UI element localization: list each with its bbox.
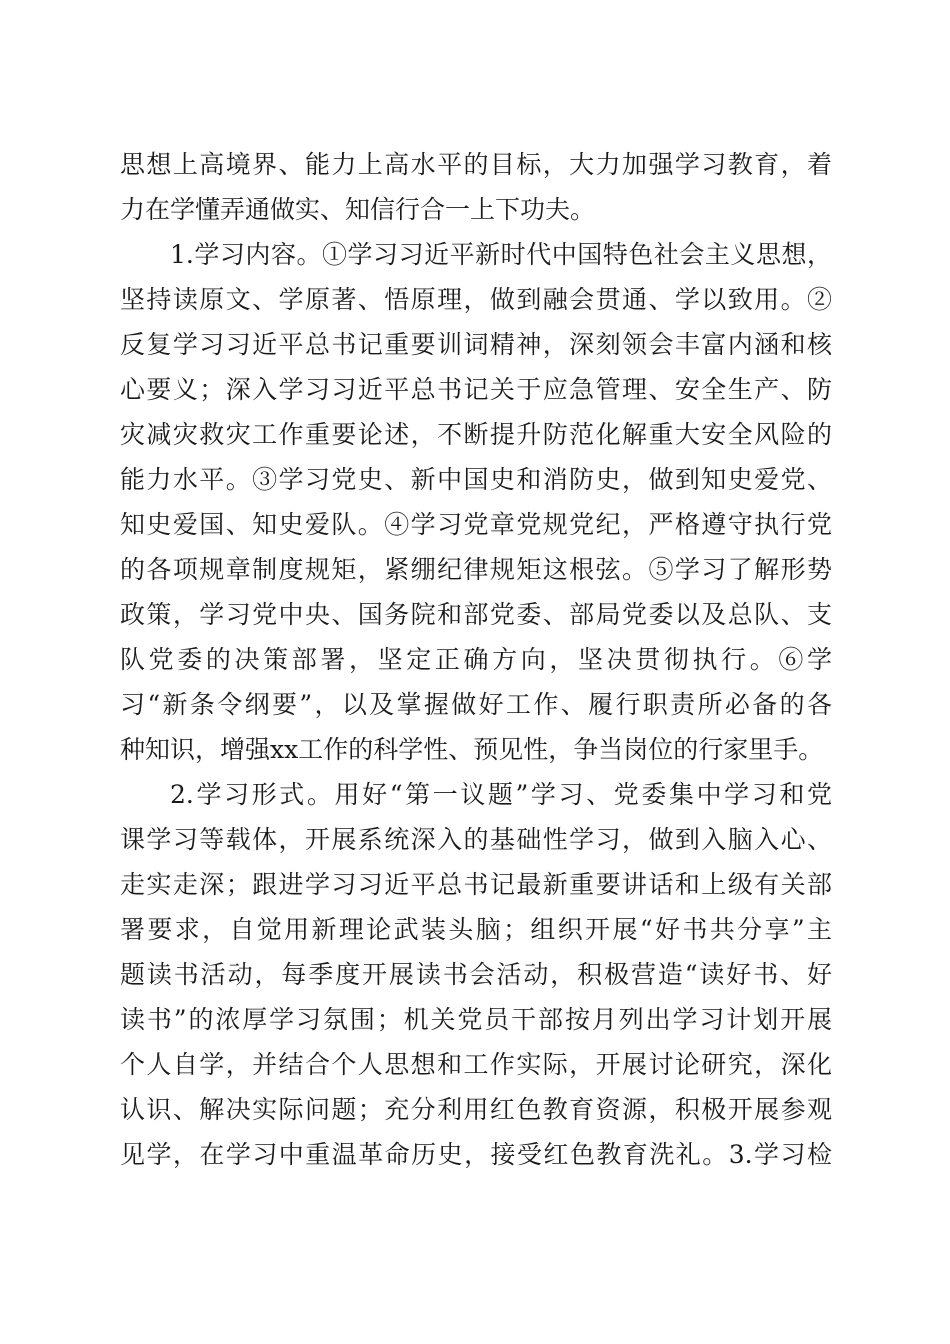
text-line: 灾减灾救灾工作重要论述，不断提升防范化解重大安全风险的 xyxy=(120,420,832,449)
text-line: 走实走深；跟进学习习近平总书记最新重要讲话和上级有关部 xyxy=(120,870,832,899)
text-line: 力在学懂弄通做实、知信行合一上下功夫。 xyxy=(120,195,596,224)
text-line: 题读书活动，每季度开展读书会活动，积极营造“读好书、好 xyxy=(120,960,832,989)
text-line: 读书”的浓厚学习氛围；机关党员干部按月列出学习计划开展 xyxy=(120,1005,832,1034)
text-line: 的各项规章制度规矩，紧绷纪律规矩这根弦。⑤学习了解形势 xyxy=(120,555,832,584)
text-line: 能力水平。③学习党史、新中国史和消防史，做到知史爱党、 xyxy=(120,465,832,494)
text-line: 政策，学习党中央、国务院和部党委、部局党委以及总队、支 xyxy=(120,600,832,629)
text-line: 思想上高境界、能力上高水平的目标，大力加强学习教育，着 xyxy=(120,150,832,179)
text-line: 习“新条令纲要”，以及掌握做好工作、履行职责所必备的各 xyxy=(120,690,832,719)
text-line: 反复学习习近平总书记重要训词精神，深刻领会丰富内涵和核 xyxy=(120,330,832,359)
text-line: 队党委的决策部署，坚定正确方向，坚决贯彻执行。⑥学 xyxy=(120,645,832,674)
text-line: 认识、解决实际问题；充分利用红色教育资源，积极开展参观 xyxy=(120,1095,832,1124)
paragraph-first-line: 1.学习内容。①学习习近平新时代中国特色社会主义思想， xyxy=(170,240,832,269)
text-line: 种知识，增强xx工作的科学性、预见性，争当岗位的行家里手。 xyxy=(120,735,824,764)
text-line: 坚持读原文、学原著、悟原理，做到融会贯通、学以致用。② xyxy=(120,285,832,314)
paragraph-first-line: 2.学习形式。用好“第一议题”学习、党委集中学习和党 xyxy=(170,780,832,809)
text-line: 课学习等载体，开展系统深入的基础性学习，做到入脑入心、 xyxy=(120,825,832,854)
text-line: 知史爱国、知史爱队。④学习党章党规党纪，严格遵守执行党 xyxy=(120,510,832,539)
document-body xyxy=(120,142,832,1177)
text-line: 个人自学，并结合个人思想和工作实际，开展讨论研究，深化 xyxy=(120,1050,832,1079)
text-line: 心要义；深入学习习近平总书记关于应急管理、安全生产、防 xyxy=(120,375,832,404)
text-line: 署要求，自觉用新理论武装头脑；组织开展“好书共分享”主 xyxy=(120,915,832,944)
text-line: 见学，在学习中重温革命历史，接受红色教育洗礼。3.学习检 xyxy=(120,1140,832,1169)
